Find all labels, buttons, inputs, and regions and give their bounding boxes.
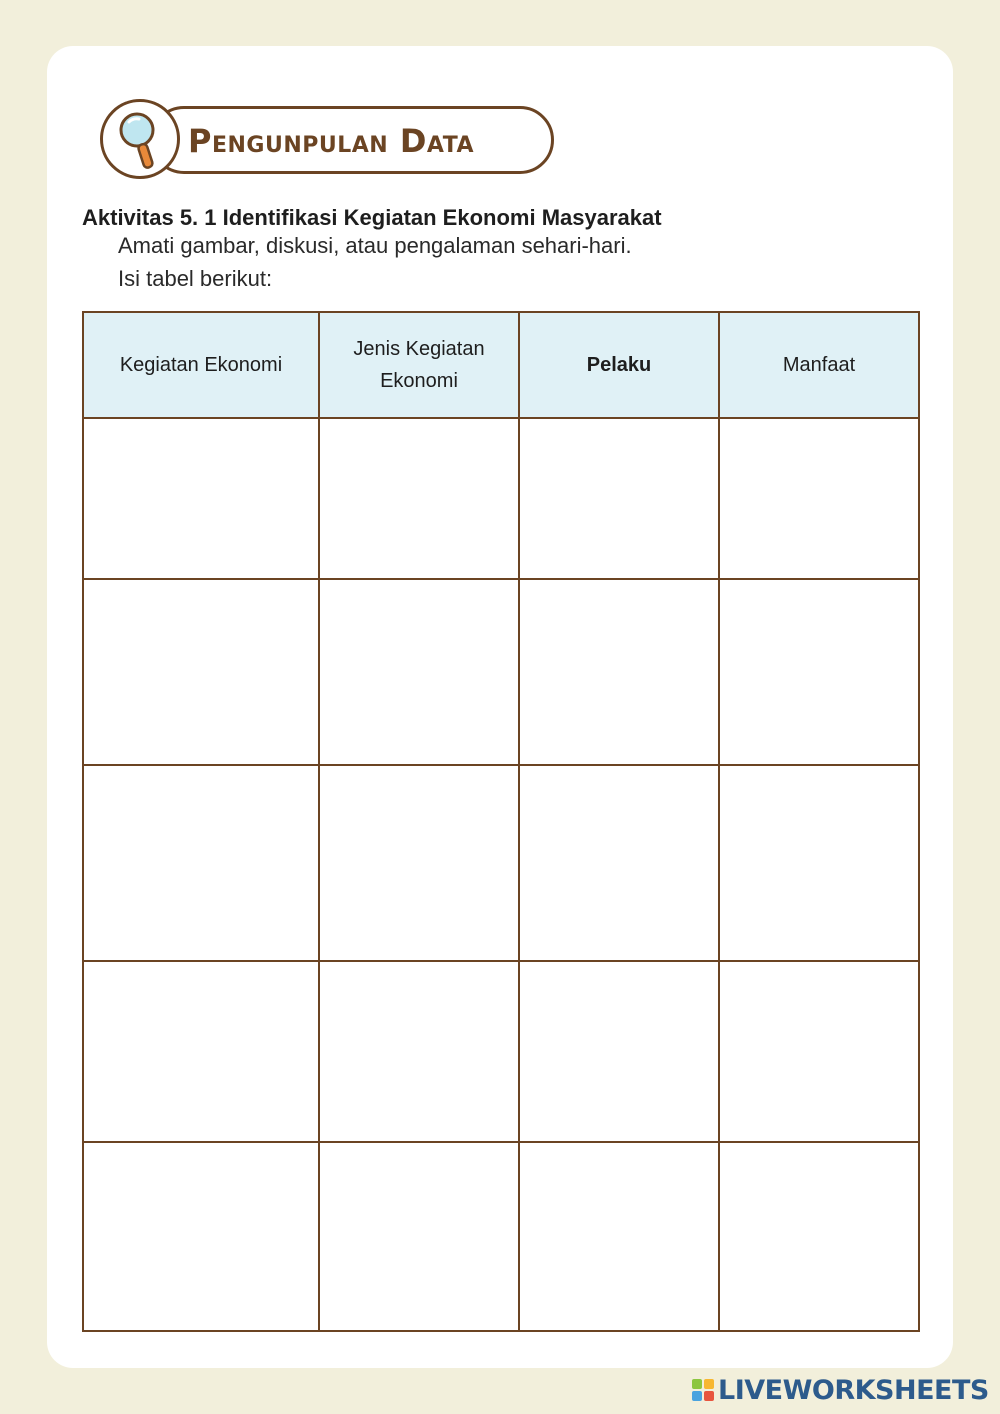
table-row xyxy=(83,961,919,1142)
answer-cell[interactable] xyxy=(319,1142,519,1331)
column-header: Manfaat xyxy=(719,312,919,418)
answer-cell[interactable] xyxy=(83,1142,319,1331)
answer-cell[interactable] xyxy=(719,961,919,1142)
column-header: Kegiatan Ekonomi xyxy=(83,312,319,418)
activity-title: Aktivitas 5. 1 Identifikasi Kegiatan Ekonomi Masyarakat xyxy=(82,205,662,230)
answer-cell[interactable] xyxy=(83,418,319,579)
magnifier-icon xyxy=(111,108,173,174)
answer-cell[interactable] xyxy=(319,418,519,579)
instruction-line: Amati gambar, diskusi, atau pengalaman sehari-hari. xyxy=(118,233,632,258)
liveworksheets-watermark xyxy=(692,1373,989,1407)
answer-cell[interactable] xyxy=(519,1142,719,1331)
table-row xyxy=(83,579,919,765)
answer-cell[interactable] xyxy=(719,765,919,961)
answer-cell[interactable] xyxy=(719,579,919,765)
answer-cell[interactable] xyxy=(319,961,519,1142)
table-row xyxy=(83,1142,919,1331)
table-row xyxy=(83,418,919,579)
answer-cell[interactable] xyxy=(319,765,519,961)
answer-cell[interactable] xyxy=(519,765,719,961)
answer-cell[interactable] xyxy=(83,961,319,1142)
instruction-line: Isi tabel berikut: xyxy=(118,266,273,291)
answer-cell[interactable] xyxy=(519,418,719,579)
table-row xyxy=(83,765,919,961)
magnifier-badge xyxy=(100,99,180,179)
brand-name: LIVEWORKSHEETS xyxy=(718,1374,989,1406)
answer-cell[interactable] xyxy=(319,579,519,765)
column-header: Pelaku xyxy=(519,312,719,418)
column-header: Jenis Kegiatan Ekonomi xyxy=(319,312,519,418)
answer-cell[interactable] xyxy=(519,579,719,765)
section-title: Pengunpulan Data xyxy=(188,122,475,160)
table-header-row xyxy=(83,312,919,418)
answer-cell[interactable] xyxy=(719,418,919,579)
answer-cell[interactable] xyxy=(719,1142,919,1331)
liveworksheets-logo-icon xyxy=(692,1379,714,1401)
activity-table xyxy=(82,311,920,1332)
answer-cell[interactable] xyxy=(519,961,719,1142)
answer-cell[interactable] xyxy=(83,765,319,961)
answer-cell[interactable] xyxy=(83,579,319,765)
